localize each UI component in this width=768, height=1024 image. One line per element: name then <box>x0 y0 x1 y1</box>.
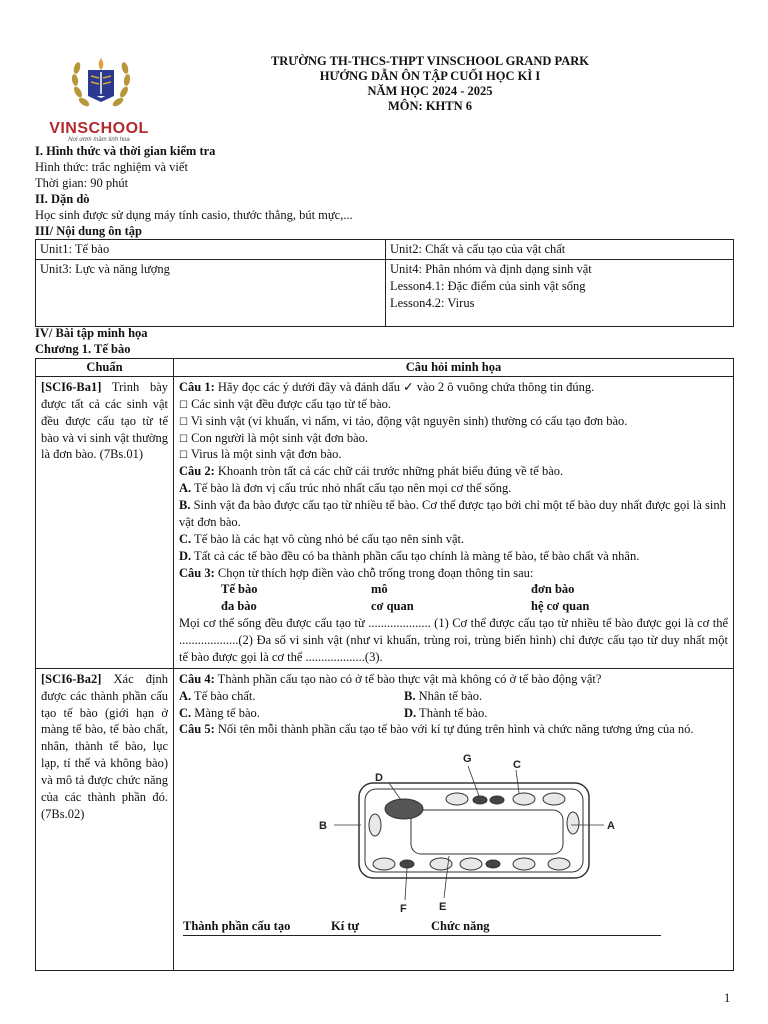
option-letter: D. <box>404 705 417 720</box>
school-logo <box>38 52 158 144</box>
unit-4: Unit4: Phân nhóm và định dạng sinh vật <box>390 261 592 276</box>
exam-time: Thời gian: 90 phút <box>35 176 129 190</box>
option-letter: A. <box>179 688 192 703</box>
section-1-title: I. Hình thức và thời gian kiểm tra <box>35 144 216 158</box>
mitochondrion <box>486 860 500 868</box>
standard-ba2 <box>36 668 174 970</box>
question-label: Câu 1: <box>179 379 215 394</box>
unit-2: Unit2: Chất và cấu tạo của vật chất <box>386 240 734 260</box>
unit-3: Unit3: Lực và năng lượng <box>36 259 386 326</box>
section-4-title: IV/ Bài tập minh họa <box>35 326 148 340</box>
option-letter: B. <box>179 498 191 512</box>
unit-4-cell <box>386 259 734 326</box>
exam-form: Hình thức: trắc nghiệm và viết <box>35 160 188 174</box>
option-item <box>404 705 629 722</box>
questions-ba1 <box>174 376 734 668</box>
option-item <box>179 531 728 548</box>
document-title: HƯỚNG DẪN ÔN TẬP CUỐI HỌC KÌ I <box>319 69 541 83</box>
word-bank-item: Tế bào <box>221 582 258 597</box>
option-item <box>404 688 629 705</box>
question-text: Khoanh tròn tất cả các chữ cái trước những phát biểu đúng về tế bào. <box>214 464 564 479</box>
option-text: Nhân tế bào. <box>415 688 483 703</box>
question-5 <box>179 721 728 738</box>
lesson-4-1: Lesson4.1: Đặc điểm của sinh vật sống <box>390 278 586 293</box>
label-a: A <box>607 820 615 833</box>
option-text: Virus là một sinh vật đơn bào. <box>187 447 342 462</box>
mitochondrion <box>400 860 414 868</box>
question-1 <box>179 379 728 396</box>
option-text: Con người là một sinh vật đơn bào. <box>187 430 369 445</box>
question-text: Chọn từ thích hợp điền vào chỗ trống trong đoạn thông tin sau: <box>214 565 534 580</box>
question-text: Hãy đọc các ý dưới đây và đánh dấu ✓ vào 2 ô vuông chứa thông tin đúng. <box>214 379 595 394</box>
standard-text: Xác định được các thành phần cấu tạo tế bào (giới hạn ở màng tế bào, tế bào chất, nhân, thành tế bào, lục lạp, tí thể và không bào) và mô tả được chức năng của các thành phần đó. (7Bs.02) <box>41 671 168 821</box>
chloroplast <box>548 858 570 870</box>
option-text: Vi sinh vật (vi khuẩn, vi nấm, vi tảo, động vật nguyên sinh) thường có cấu tạo đơn bào. <box>187 413 628 428</box>
word-bank-item: mô <box>371 582 388 597</box>
question-text: Thành phần cấu tạo nào có ở tế bào thực vật mà không có ở tế bào động vật? <box>214 671 602 686</box>
option-letter: A. <box>179 481 192 496</box>
option-item <box>179 688 404 705</box>
nucleus <box>385 799 423 819</box>
option-letter: C. <box>179 705 192 720</box>
option-item <box>179 705 404 722</box>
checkbox-icon[interactable]: ☐ <box>179 450 188 462</box>
word-bank <box>179 581 728 615</box>
option-item[interactable] <box>179 446 728 463</box>
option-text: Thành tế bào. <box>416 705 488 720</box>
option-text: Các sinh vật đều được cấu tạo từ tế bào. <box>187 396 392 411</box>
answer-col-component: Thành phần cấu tạo <box>183 918 331 936</box>
review-units-table <box>35 239 734 327</box>
question-text: Nối tên mỗi thành phần cấu tạo tế bào với kí tự đúng trên hình và chức năng tương ứng của nó. <box>214 722 694 737</box>
standard-code: [SCI6-Ba2] <box>41 671 102 686</box>
chloroplast <box>460 858 482 870</box>
answer-table-header <box>179 918 728 936</box>
label-g: G <box>463 753 472 766</box>
page-number: 1 <box>724 991 731 1005</box>
label-b: B <box>319 820 327 833</box>
checkbox-icon[interactable]: ☐ <box>179 416 188 428</box>
standard-text: Trình bày được tất cả các sinh vật đều được cấu tạo từ tế bào và vi sinh vật thường là đơn bào. (7Bs.01) <box>41 379 168 462</box>
answer-col-function: Chức năng <box>431 918 661 936</box>
section-3-title: III/ Nội dung ôn tập <box>35 224 142 238</box>
chloroplast <box>513 793 535 805</box>
checkbox-icon[interactable]: ☐ <box>179 399 188 411</box>
question-3 <box>179 565 728 582</box>
question-label: Câu 4: <box>179 671 215 686</box>
plant-cell-illustration <box>179 738 719 918</box>
word-bank-item: hệ cơ quan <box>531 599 590 614</box>
option-letter: B. <box>404 688 416 703</box>
instructions: Học sinh được sử dụng máy tính casio, thước thẳng, bút mực,... <box>35 208 353 222</box>
option-item <box>179 497 728 531</box>
column-header-questions: Câu hỏi minh họa <box>174 359 734 377</box>
option-item <box>179 548 728 565</box>
option-letter: D. <box>179 548 192 563</box>
question-4-options <box>179 688 728 722</box>
label-d: D <box>375 772 383 785</box>
option-text: Tế bào là đơn vị cấu trúc nhỏ nhất cấu tạo nên mọi cơ thể sống. <box>191 481 512 496</box>
mitochondrion <box>490 796 504 804</box>
lesson-4-2: Lesson4.2: Virus <box>390 295 475 310</box>
word-bank-item: đa bào <box>221 599 257 614</box>
label-e: E <box>439 901 447 914</box>
standard-code: [SCI6-Ba1] <box>41 379 102 394</box>
school-name: TRƯỜNG TH-THCS-THPT VINSCHOOL GRAND PARK <box>270 54 590 68</box>
option-text: Tế bào là các hạt vô cùng nhỏ bé cấu tạo nên sinh vật. <box>191 531 465 546</box>
plant-cell-diagram <box>179 738 728 938</box>
question-label: Câu 2: <box>179 464 215 479</box>
option-text: Màng tế bào. <box>191 705 260 720</box>
option-text: Tế bào chất. <box>191 688 256 703</box>
mitochondrion <box>473 796 487 804</box>
chloroplast <box>373 858 395 870</box>
question-label: Câu 5: <box>179 722 215 737</box>
question-2 <box>179 463 728 480</box>
word-bank-item: đơn bào <box>531 582 575 597</box>
logo-brand-text: VINSCHOOL <box>49 120 149 137</box>
checkbox-icon[interactable]: ☐ <box>179 433 188 445</box>
question-4 <box>179 671 728 688</box>
chloroplast <box>369 814 381 836</box>
fill-in-paragraph: Mọi cơ thể sống đều được cấu tạo từ .................... (1) Cơ thể được cấu tạo từ nhiều tế bào được gọi là cơ thể ...................(2) Đa số vi sinh vật (như vi khuẩn, trùng roi, trùng biến hình) chỉ được cấu tạo từ duy nhất một tế bào được gọi là cơ thể ...................(3). <box>179 616 728 664</box>
school-year: NĂM HỌC 2024 - 2025 <box>367 84 493 98</box>
option-letter: C. <box>179 531 192 546</box>
exercise-table <box>35 358 734 971</box>
questions-ba2 <box>174 668 734 970</box>
option-item[interactable] <box>179 413 728 430</box>
unit-1: Unit1: Tế bào <box>36 240 386 260</box>
chloroplast <box>567 812 579 834</box>
label-f: F <box>400 903 407 916</box>
vinschool-emblem-icon <box>70 52 132 114</box>
word-bank-item: cơ quan <box>371 599 414 614</box>
question-label: Câu 3: <box>179 565 215 580</box>
chloroplast <box>513 858 535 870</box>
section-2-title: II. Dặn dò <box>35 192 90 206</box>
document-header <box>200 54 660 114</box>
logo-slogan: Nơi ươm mầm tinh hoa <box>68 137 130 143</box>
answer-col-letter: Kí tự <box>331 918 431 936</box>
column-header-standard: Chuẩn <box>36 359 174 377</box>
subject: MÔN: KHTN 6 <box>387 99 473 113</box>
option-item[interactable] <box>179 396 728 413</box>
option-text: Sinh vật đa bào được cấu tạo từ nhiều tế bào. Cơ thể được tạo bởi chỉ một tế bào duy nhất được gọi là sinh vật đơn bào. <box>179 498 726 529</box>
option-item <box>179 480 728 497</box>
option-item[interactable] <box>179 430 728 447</box>
label-c: C <box>513 759 521 772</box>
chloroplast <box>543 793 565 805</box>
option-text: Tất cả các tế bào đều có ba thành phần cấu tạo chính là màng tế bào, tế bào chất và nhân. <box>191 548 640 563</box>
chapter-title: Chương 1. Tế bào <box>35 342 131 356</box>
standard-ba1 <box>36 376 174 668</box>
chloroplast <box>446 793 468 805</box>
vacuole <box>411 810 563 854</box>
